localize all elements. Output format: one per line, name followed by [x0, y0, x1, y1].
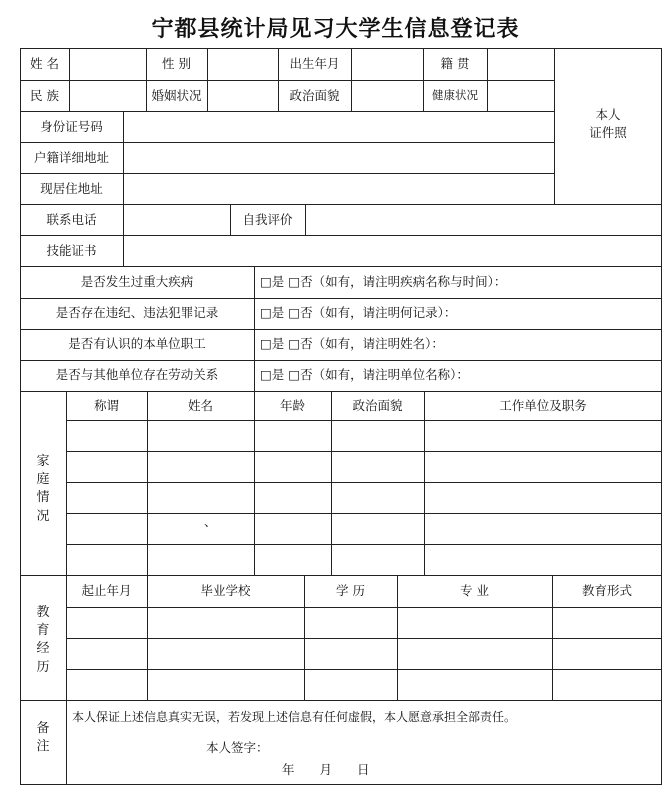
question-label: 是否发生过重大疾病: [80, 274, 194, 289]
political-label: 政治面貌: [289, 88, 340, 103]
section-label-char: 情: [36, 490, 50, 506]
section-label-char: 注: [36, 739, 50, 755]
education-header: 教育形式: [581, 583, 632, 598]
border-bottom: [20, 784, 662, 785]
education-grid[interactable]: [67, 608, 661, 700]
question-label: 是否存在违纪、违法犯罪记录: [55, 305, 219, 320]
row-line: [20, 266, 662, 267]
birth-field[interactable]: [352, 49, 422, 80]
section-label-char: 教: [36, 605, 50, 620]
question-label: 是否与其他单位存在劳动关系: [55, 367, 219, 382]
photo-box[interactable]: [555, 49, 661, 204]
self-eval-label: 自我评价: [242, 212, 293, 227]
row-line: [20, 360, 662, 361]
phone-label: 联系电话: [46, 212, 97, 227]
family-header: 年龄: [279, 398, 305, 413]
date-label: 年 月 日: [282, 762, 370, 777]
education-header: 起止年月: [81, 583, 132, 598]
photo-label: 本人 证件照: [589, 107, 627, 141]
row-line: [20, 391, 662, 392]
skill-field[interactable]: [124, 236, 661, 266]
gender-label: 性 别: [162, 56, 191, 71]
political-field[interactable]: [352, 81, 422, 111]
stray-mark: 、: [204, 514, 217, 529]
birth-label: 出生年月: [289, 56, 340, 71]
gender-field[interactable]: [208, 49, 277, 80]
row-line: [20, 575, 662, 576]
section-label-char: 经: [36, 641, 50, 657]
family-section-label: [35, 453, 51, 526]
question-option[interactable]: □是 □否（如有，请注明何记录）：: [260, 305, 457, 320]
col-line: [254, 266, 255, 391]
health-label: 健康状况: [432, 88, 478, 102]
row-line: [20, 298, 662, 299]
col-line: [66, 700, 67, 784]
question-option[interactable]: □是 □否（如有，请注明疾病名称与时间）：: [260, 274, 507, 289]
section-label-char: 庭: [36, 472, 50, 488]
phone-field[interactable]: [124, 205, 229, 235]
marital-field[interactable]: [208, 81, 277, 111]
family-header: 政治面貌: [352, 398, 403, 413]
signature-field[interactable]: [270, 736, 420, 758]
ethnicity-field[interactable]: [70, 81, 145, 111]
section-label-char: 育: [36, 623, 50, 639]
family-grid[interactable]: [67, 421, 661, 575]
family-header: 工作单位及职务: [499, 398, 587, 413]
row-line: [20, 329, 662, 330]
native-label: 籍 贯: [440, 56, 470, 71]
question-label: 是否有认识的本单位职工: [68, 336, 206, 351]
section-label-char: 况: [36, 508, 50, 524]
section-label-char: 历: [36, 659, 50, 675]
education-header: 学 历: [336, 583, 365, 598]
hukou-label: 户籍详细地址: [33, 150, 109, 165]
question-option[interactable]: □是 □否（如有，请注明单位名称）：: [260, 367, 469, 382]
skill-label: 技能证书: [46, 243, 97, 258]
section-label-char: 家: [36, 454, 50, 469]
ethnicity-label: 民 族: [30, 88, 59, 103]
form-title: 宁都县统计局见习大学生信息登记表: [151, 16, 520, 42]
pledge-text: 本人保证上述信息真实无误，若发现上述信息有任何虚假，本人愿意承担全部责任。: [72, 710, 517, 724]
id-label: 身份证号码: [40, 119, 103, 134]
remarks-section-label: [35, 720, 51, 756]
marital-label: 婚姻状况: [151, 88, 202, 103]
education-header: 毕业学校: [200, 583, 251, 598]
id-field[interactable]: [124, 112, 553, 142]
residence-label: 现居住地址: [40, 181, 103, 196]
row-line: [20, 700, 662, 701]
self-eval-field[interactable]: [306, 205, 661, 235]
residence-field[interactable]: [124, 174, 553, 204]
name-label: 姓 名: [30, 56, 59, 71]
border-right: [661, 48, 662, 785]
education-header: 专 业: [460, 583, 489, 598]
health-field[interactable]: [488, 81, 553, 111]
education-section-label: [35, 604, 51, 677]
section-label-char: 备: [36, 721, 50, 736]
hukou-field[interactable]: [124, 143, 553, 173]
name-field[interactable]: [70, 49, 145, 80]
native-field[interactable]: [488, 49, 553, 80]
sign-label: 本人签字：: [206, 740, 269, 755]
family-header: 姓名: [187, 398, 213, 413]
family-header: 称谓: [93, 398, 119, 413]
question-option[interactable]: □是 □否（如有，请注明姓名）：: [260, 336, 444, 351]
